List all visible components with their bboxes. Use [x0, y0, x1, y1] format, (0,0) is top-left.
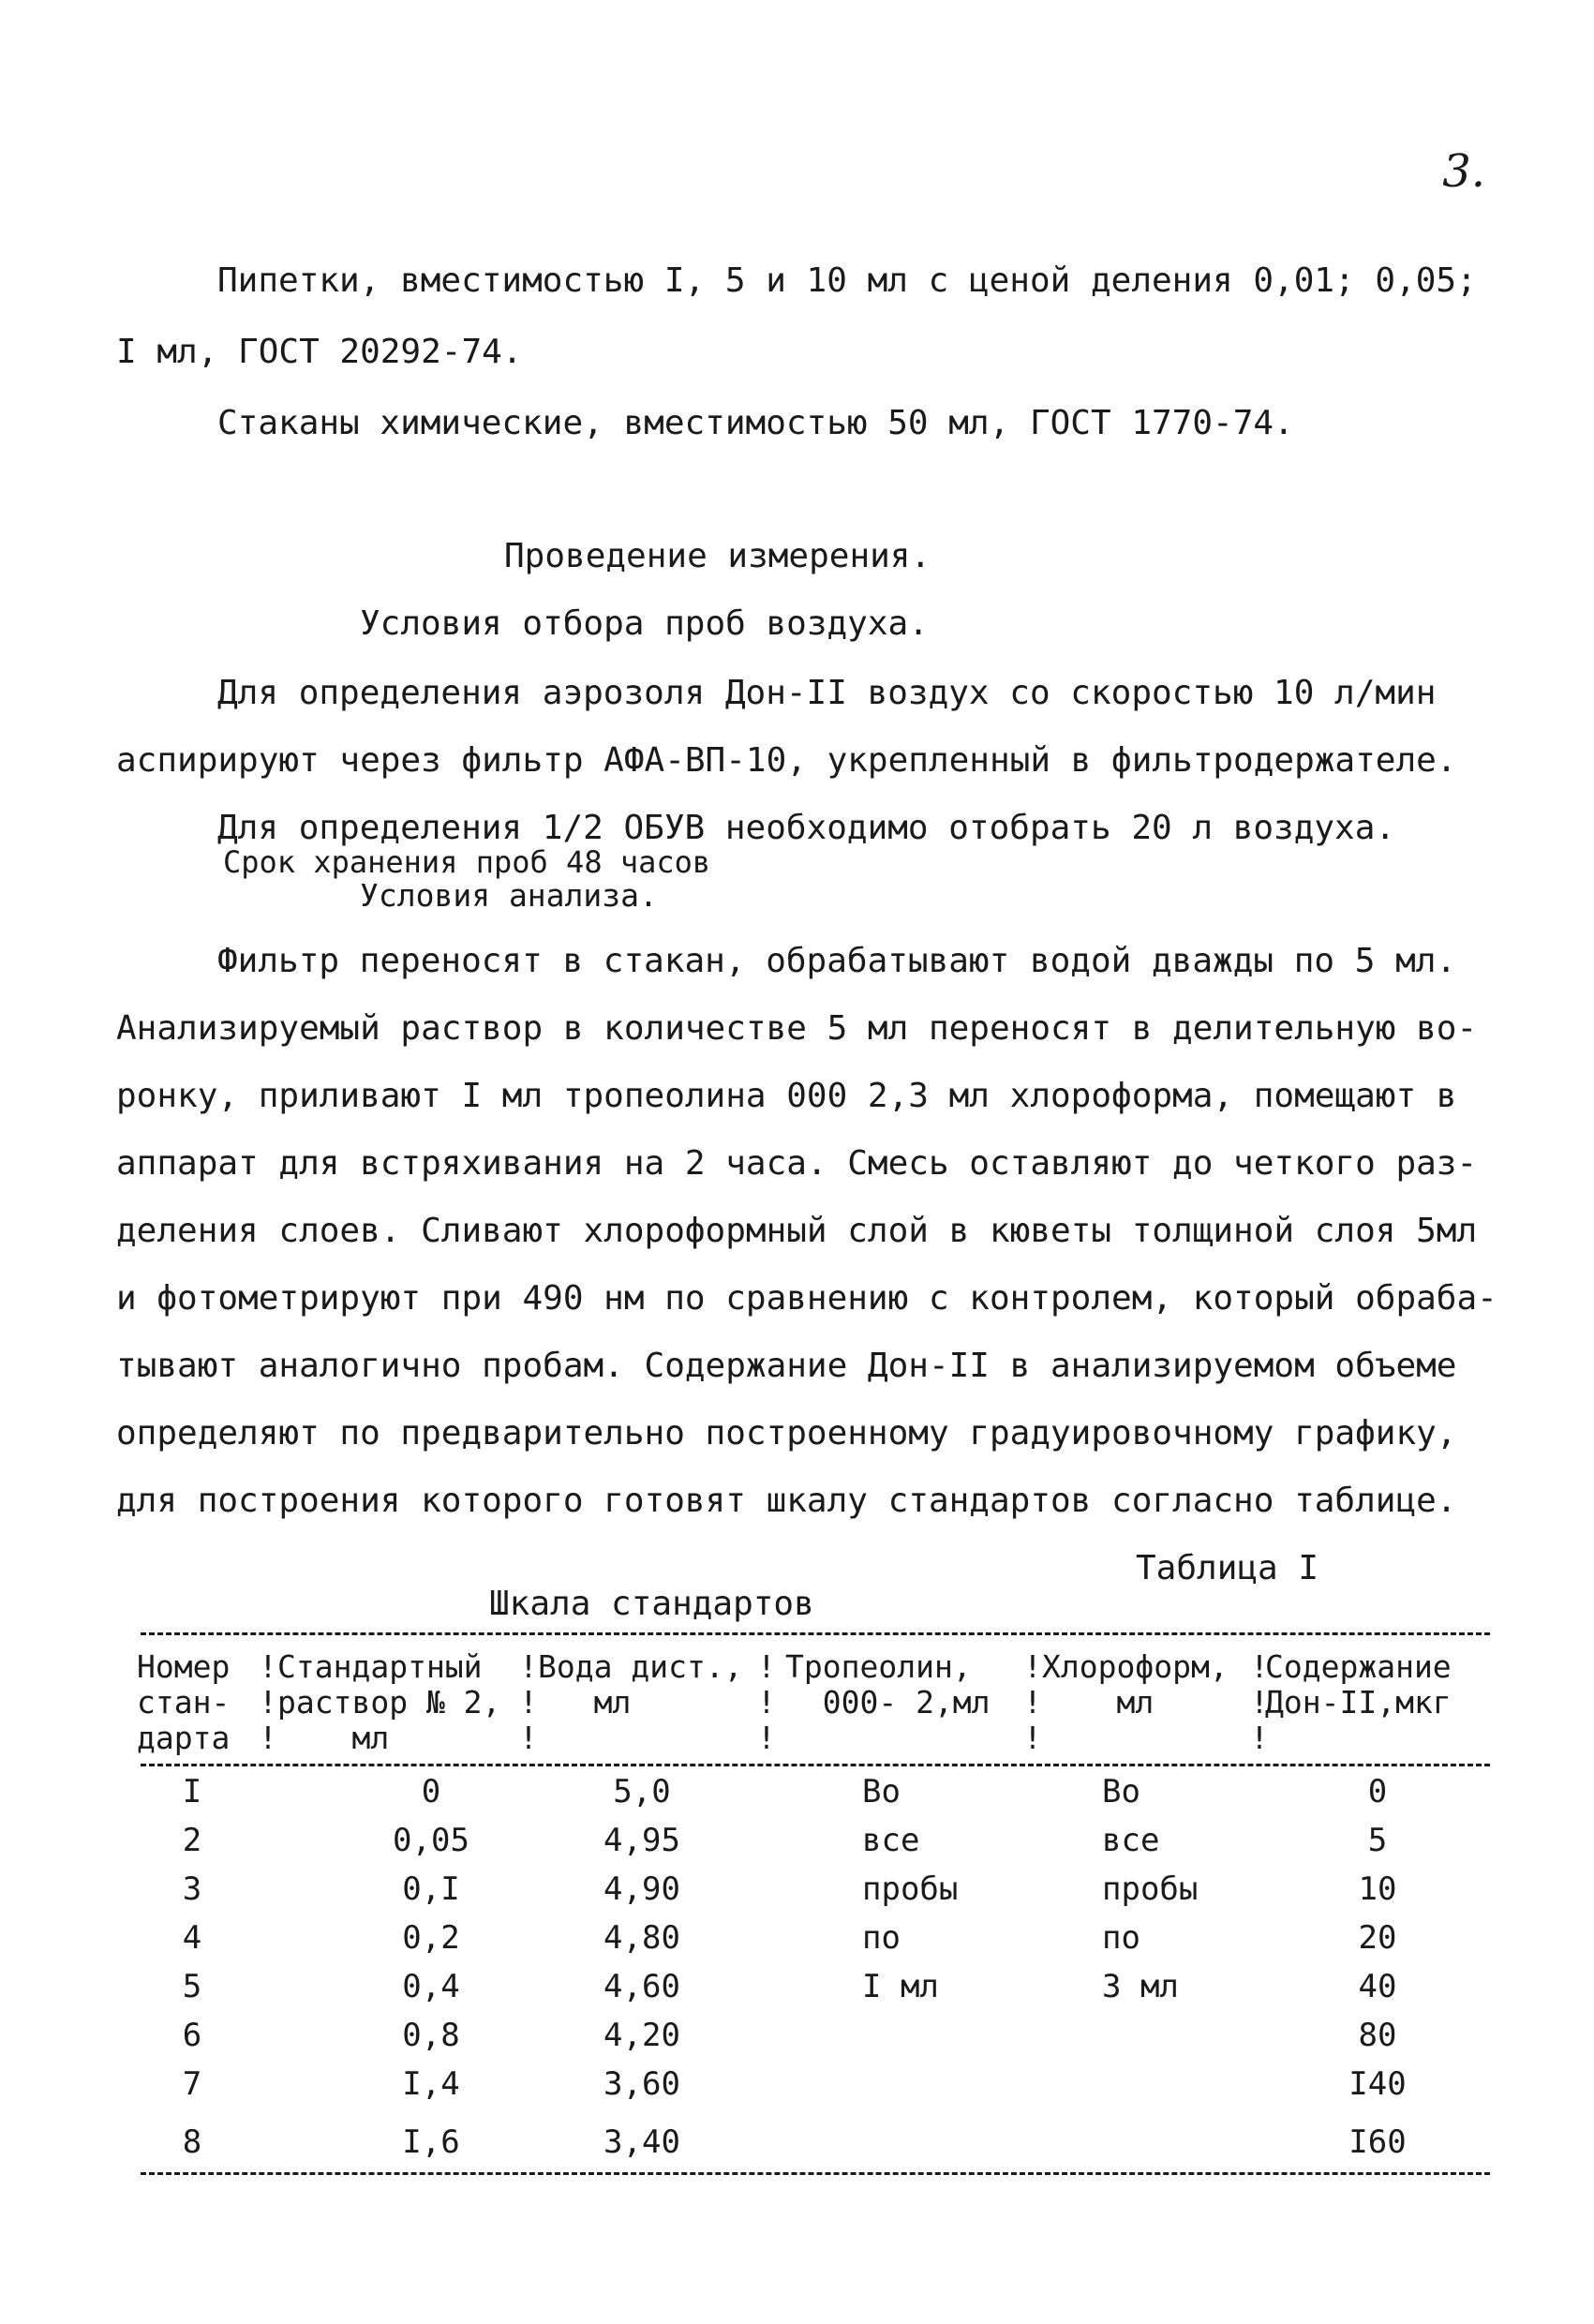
header-tropeolin: Тропеолин, 000- 2,мл — [785, 1648, 991, 1721]
cell-chloroform: все — [1102, 1822, 1160, 1859]
cell-chloroform: Во — [1102, 1773, 1140, 1810]
storage-line: Срок хранения проб 48 часов — [223, 844, 711, 880]
cell-water: 4,60 — [603, 1968, 680, 2005]
analysis-line: деления слоев. Сливают хлороформный слой в кюветы толщиной слоя 5мл — [116, 1212, 1478, 1250]
analysis-line: ронку, приливают I мл тропеолина 000 2,3 мл хлороформа, помещают в — [116, 1077, 1457, 1115]
cell-number: 8 — [182, 2123, 202, 2161]
header-chloroform: Хлороформ, мл — [1042, 1648, 1229, 1721]
page-number: 3. — [1442, 145, 1485, 198]
cell-standard: I,6 — [402, 2123, 460, 2161]
cell-content: 0 — [1367, 1773, 1388, 1810]
cell-water: 4,95 — [603, 1822, 680, 1859]
cell-tropeolin: по — [862, 1919, 901, 1957]
cell-standard: 0,2 — [402, 1919, 460, 1957]
cell-number: 7 — [182, 2065, 202, 2103]
cell-standard: 0,4 — [402, 1968, 460, 2005]
column-separator: ! ! ! — [259, 1648, 277, 1756]
analysis-line: для построения которого готовят шкалу стандартов согласно таблице. — [116, 1482, 1457, 1520]
cell-standard: 0,8 — [402, 2017, 460, 2054]
column-separator: ! ! ! — [1250, 1648, 1269, 1756]
cell-content: I60 — [1348, 2123, 1407, 2161]
cell-water: 4,80 — [603, 1919, 680, 1957]
beakers-line: Стаканы химические, вместимостью 50 мл, ГОСТ 1770-74. — [217, 404, 1294, 442]
pipettes-line-2: I мл, ГОСТ 20292-74. — [116, 333, 523, 371]
table-title: Шкала стандартов — [489, 1585, 814, 1623]
header-number: Номер стан- дарта — [137, 1648, 231, 1756]
analysis-line: определяют по предварительно построенному градуировочному графику, — [116, 1414, 1457, 1452]
sampling-line-1: Для определения аэрозоля Дон-II воздух со скоростью 10 л/мин — [217, 674, 1437, 712]
table-header-rule — [141, 1764, 1490, 1766]
cell-standard: 0 — [421, 1773, 441, 1810]
cell-tropeolin: пробы — [862, 1870, 959, 1908]
sampling-line-3: Для определения 1/2 ОБУВ необходимо отобрать 20 л воздуха. — [217, 809, 1396, 847]
cell-tropeolin: I мл — [862, 1968, 939, 2005]
cell-number: 5 — [182, 1968, 202, 2005]
cell-water: 3,40 — [603, 2123, 680, 2161]
cell-chloroform: пробы — [1102, 1870, 1199, 1908]
column-separator: ! ! ! — [519, 1648, 538, 1756]
cell-water: 4,90 — [603, 1870, 680, 1908]
cell-content: 10 — [1358, 1870, 1397, 1908]
cell-number: 6 — [182, 2017, 202, 2054]
cell-standard: 0,05 — [393, 1822, 469, 1859]
cell-chloroform: 3 мл — [1102, 1968, 1179, 2005]
analysis-line: аппарат для встряхивания на 2 часа. Смесь оставляют до четкого раз- — [116, 1144, 1478, 1183]
analysis-line: тывают аналогично пробам. Содержание Дон-II в анализируемом объеме — [116, 1347, 1457, 1385]
cell-water: 3,60 — [603, 2065, 680, 2103]
pipettes-line-1: Пипетки, вместимостью I, 5 и 10 мл с ценой деления 0,01; 0,05; — [217, 261, 1477, 300]
cell-water: 4,20 — [603, 2017, 680, 2054]
column-separator: ! ! ! — [1023, 1648, 1042, 1756]
header-water: Вода дист., мл — [538, 1648, 743, 1721]
cell-standard: 0,I — [402, 1870, 460, 1908]
cell-content: 5 — [1367, 1822, 1388, 1859]
cell-content: 40 — [1358, 1968, 1397, 2005]
cell-chloroform: по — [1102, 1919, 1140, 1957]
table-bottom-rule — [141, 2172, 1490, 2175]
column-separator: ! ! ! — [757, 1648, 776, 1756]
cell-content: 20 — [1358, 1919, 1397, 1957]
cell-number: 3 — [182, 1870, 202, 1908]
cell-content: 80 — [1358, 2017, 1397, 2054]
analysis-line: Фильтр переносят в стакан, обрабатывают водой дважды по 5 мл. — [217, 942, 1457, 980]
cell-standard: I,4 — [402, 2065, 460, 2103]
cell-number: 4 — [182, 1919, 202, 1957]
header-content: Содержание Дон-II,мкг — [1265, 1648, 1452, 1721]
heading-analysis: Условия анализа. — [360, 877, 658, 914]
table-top-rule — [141, 1632, 1490, 1635]
table-label: Таблица I — [1136, 1549, 1319, 1587]
heading-sampling: Условия отбора проб воздуха. — [360, 604, 929, 643]
header-standard-solution: Стандартный раствор № 2, мл — [277, 1648, 501, 1756]
cell-tropeolin: все — [862, 1822, 920, 1859]
cell-tropeolin: Во — [862, 1773, 901, 1810]
sampling-line-2: аспирируют через фильтр АФА-ВП-10, укрепленный в фильтродержателе. — [116, 741, 1457, 780]
analysis-line: Анализируемый раствор в количестве 5 мл переносят в делительную во- — [116, 1009, 1478, 1048]
cell-number: 2 — [182, 1822, 202, 1859]
analysis-line: и фотометрируют при 490 нм по сравнению с контролем, который обраба- — [116, 1279, 1497, 1318]
cell-number: I — [182, 1773, 202, 1810]
cell-water: 5,0 — [613, 1773, 671, 1810]
heading-measurement: Проведение измерения. — [504, 537, 931, 575]
cell-content: I40 — [1348, 2065, 1407, 2103]
